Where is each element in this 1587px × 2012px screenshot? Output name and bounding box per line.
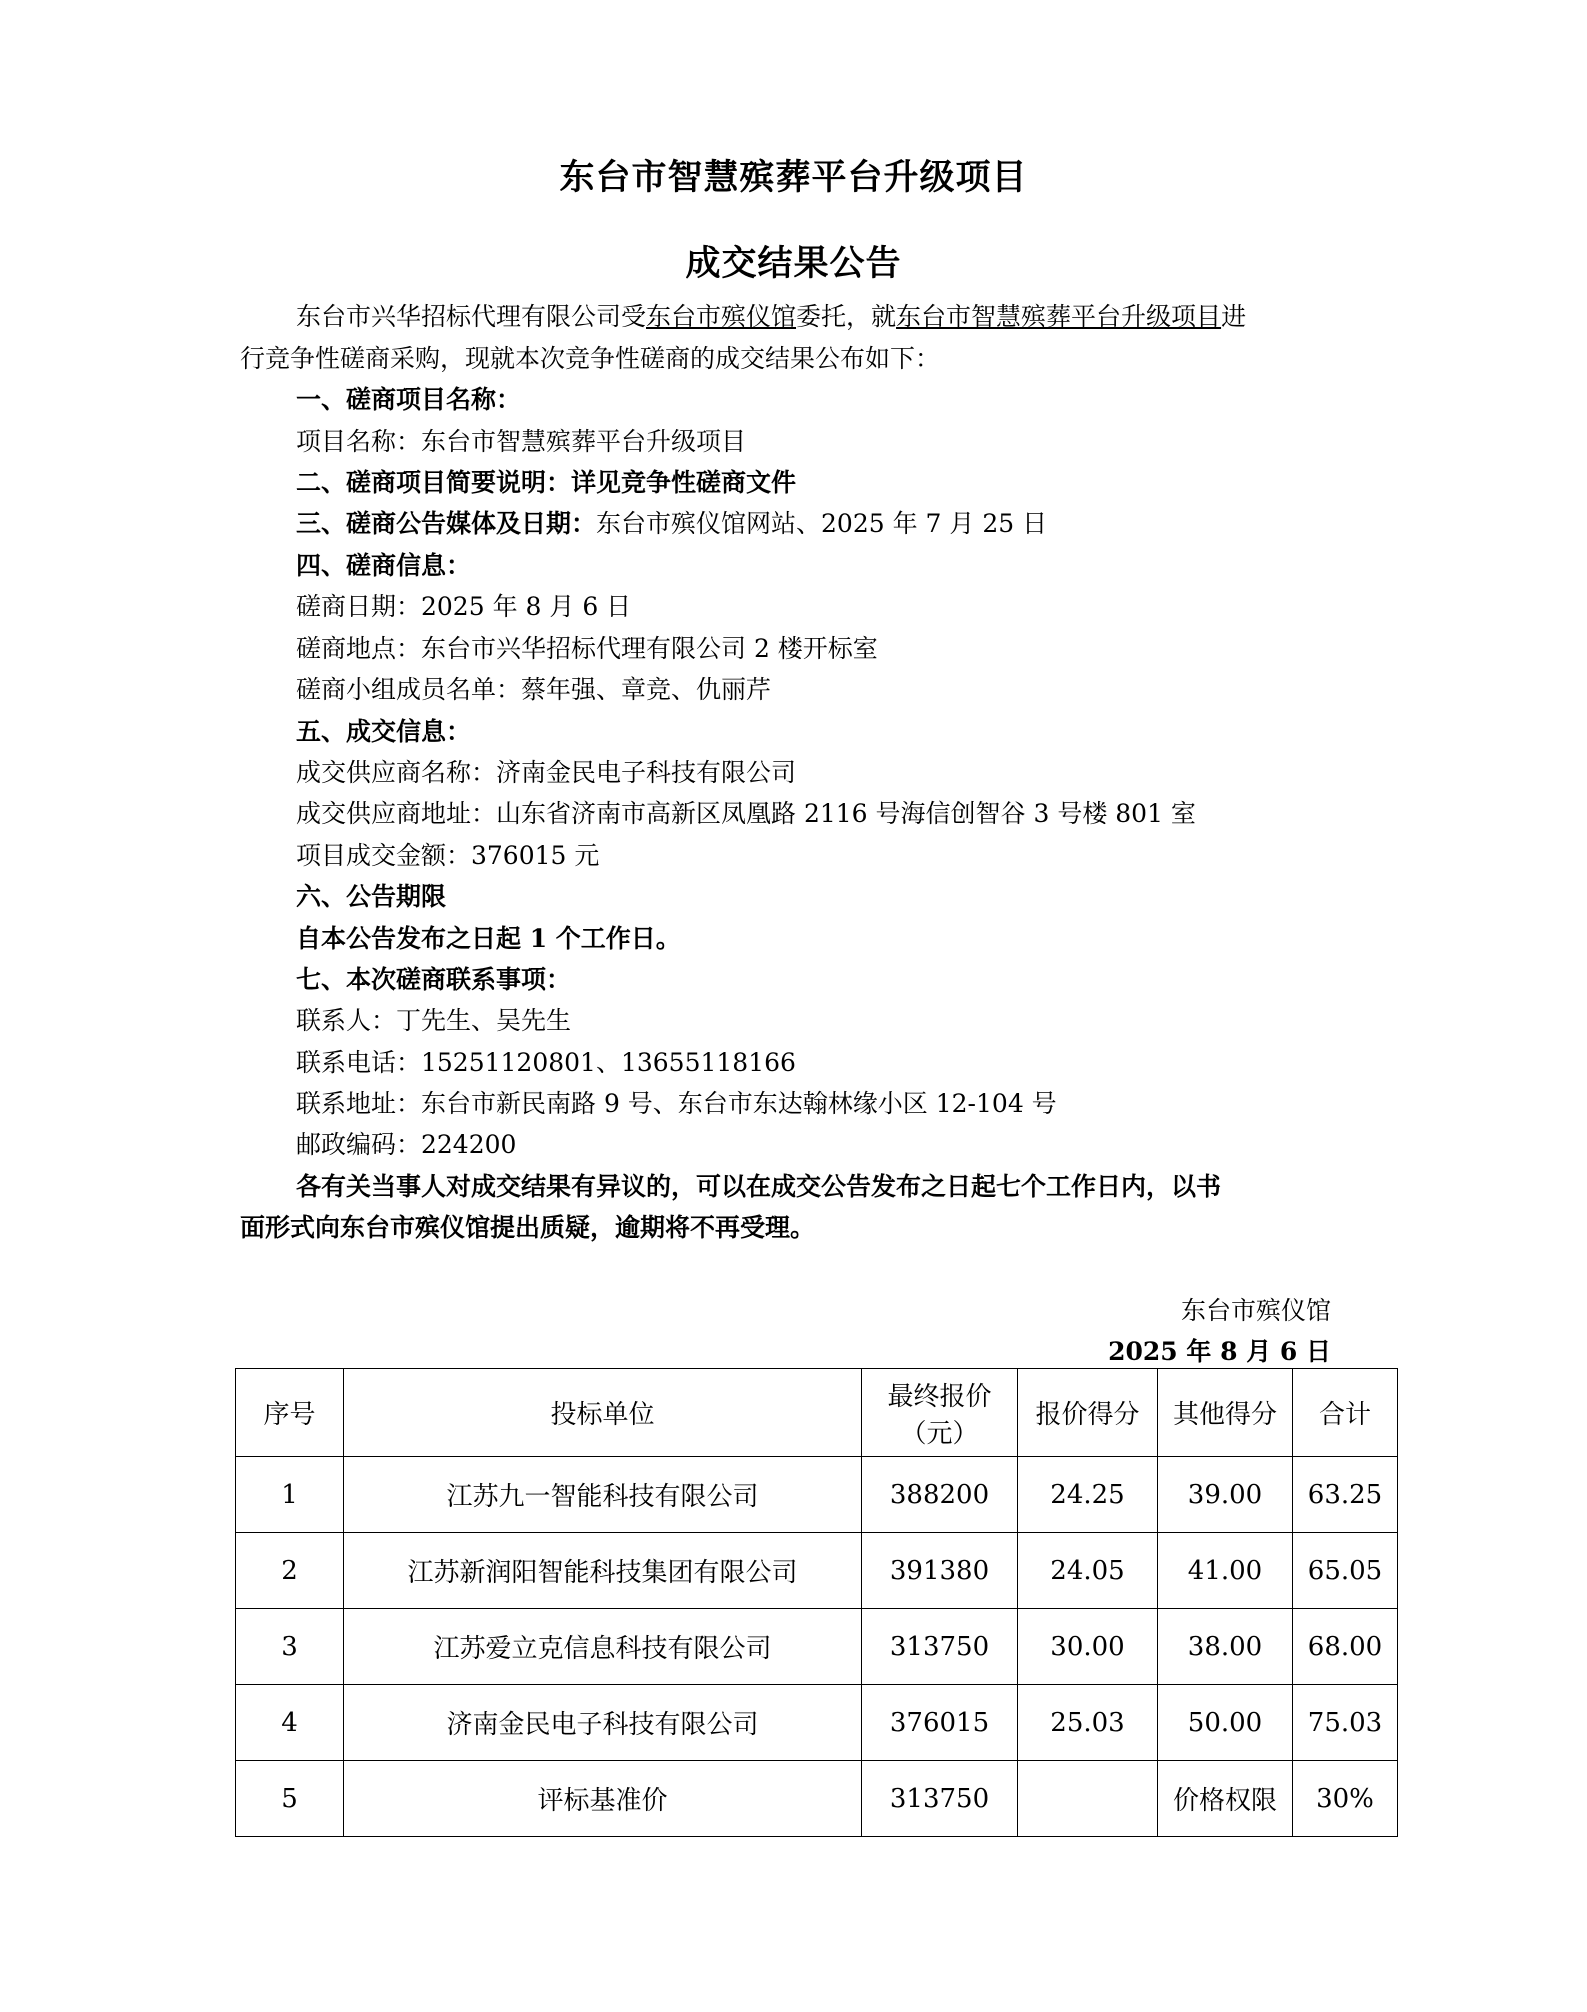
table-row	[236, 1761, 1398, 1837]
header-no: 序号	[236, 1369, 344, 1457]
cell-bidder: 评标基准价	[344, 1761, 862, 1837]
signature-date: 2025 年 8 月 6 日	[1108, 1337, 1331, 1366]
section-4-place: 磋商地点：东台市兴华招标代理有限公司 2 楼开标室	[296, 634, 878, 663]
cell-total: 68.00	[1293, 1609, 1398, 1685]
section-3-heading: 三、磋商公告媒体及日期：	[296, 509, 597, 538]
section-5-amount: 项目成交金额：376015 元	[296, 841, 600, 870]
table-row	[236, 1457, 1398, 1533]
section-6-value: 自本公告发布之日起 1 个工作日。	[296, 924, 681, 953]
closing-line-1: 各有关当事人对成交结果有异议的，可以在成交公告发布之日起七个工作日内，以书	[296, 1172, 1222, 1201]
cell-price: 388200	[862, 1457, 1018, 1533]
intro-text-3: 进	[1221, 302, 1247, 331]
section-4-members: 磋商小组成员名单：蔡年强、章竞、仇丽芹	[296, 675, 772, 704]
header-total: 合计	[1293, 1369, 1398, 1457]
section-1-value: 项目名称：东台市智慧殡葬平台升级项目	[296, 427, 747, 456]
cell-price-score: 30.00	[1018, 1609, 1158, 1685]
signature-org: 东台市殡仪馆	[1180, 1296, 1331, 1325]
section-7-phone: 联系电话：15251120801、13655118166	[296, 1048, 796, 1077]
cell-price: 313750	[862, 1609, 1018, 1685]
cell-price-score	[1018, 1761, 1158, 1837]
header-price-score: 报价得分	[1018, 1369, 1158, 1457]
cell-price-score: 24.05	[1018, 1533, 1158, 1609]
section-7-contact: 联系人：丁先生、吴先生	[296, 1006, 572, 1035]
cell-no: 1	[236, 1457, 344, 1533]
header-price-line-1: 最终报价	[887, 1381, 992, 1412]
result-table	[235, 1368, 1398, 1837]
cell-other-score: 50.00	[1158, 1685, 1293, 1761]
cell-bidder: 济南金民电子科技有限公司	[344, 1685, 862, 1761]
cell-total: 75.03	[1293, 1685, 1398, 1761]
cell-other-score: 39.00	[1158, 1457, 1293, 1533]
intro-text-2: 委托，就	[796, 302, 897, 331]
intro-client: 东台市殡仪馆	[646, 302, 797, 331]
table-row	[236, 1685, 1398, 1761]
cell-total: 63.25	[1293, 1457, 1398, 1533]
section-3	[0, 503, 1587, 544]
section-7-heading: 七、本次磋商联系事项：	[296, 965, 572, 994]
document-subtitle: 成交结果公告	[685, 244, 902, 284]
cell-other-score: 41.00	[1158, 1533, 1293, 1609]
cell-no: 2	[236, 1533, 344, 1609]
table-row	[236, 1533, 1398, 1609]
section-6-heading: 六、公告期限	[296, 882, 447, 911]
intro-project: 东台市智慧殡葬平台升级项目	[896, 302, 1222, 331]
header-price-line-2: （元）	[900, 1418, 979, 1449]
cell-no: 3	[236, 1609, 344, 1685]
cell-no: 4	[236, 1685, 344, 1761]
section-4-date: 磋商日期：2025 年 8 月 6 日	[296, 592, 632, 621]
intro-text-1: 东台市兴华招标代理有限公司受	[296, 302, 647, 331]
section-3-value: 东台市殡仪馆网站、2025 年 7 月 25 日	[596, 509, 1048, 538]
cell-other-score: 价格权限	[1158, 1761, 1293, 1837]
cell-total: 30%	[1293, 1761, 1398, 1837]
cell-price: 313750	[862, 1761, 1018, 1837]
section-5-address: 成交供应商地址：山东省济南市高新区凤凰路 2116 号海信创智谷 3 号楼 801 室	[296, 799, 1196, 828]
document-title: 东台市智慧殡葬平台升级项目	[559, 158, 1028, 198]
cell-price-score: 25.03	[1018, 1685, 1158, 1761]
cell-price: 376015	[862, 1685, 1018, 1761]
intro-line-1	[0, 296, 1587, 337]
table-header-row	[236, 1369, 1398, 1457]
cell-other-score: 38.00	[1158, 1609, 1293, 1685]
cell-bidder: 江苏爱立克信息科技有限公司	[344, 1609, 862, 1685]
header-price	[862, 1369, 1018, 1457]
section-5-heading: 五、成交信息：	[296, 717, 472, 746]
section-4-heading: 四、磋商信息：	[296, 551, 472, 580]
header-bidder: 投标单位	[344, 1369, 862, 1457]
cell-bidder: 江苏九一智能科技有限公司	[344, 1457, 862, 1533]
intro-line-2: 行竞争性磋商采购，现就本次竞争性磋商的成交结果公布如下：	[240, 344, 941, 373]
section-7-address: 联系地址：东台市新民南路 9 号、东台市东达翰林缘小区 12-104 号	[296, 1089, 1057, 1118]
section-7-postcode: 邮政编码：224200	[296, 1130, 517, 1159]
table-row	[236, 1609, 1398, 1685]
cell-price-score: 24.25	[1018, 1457, 1158, 1533]
cell-total: 65.05	[1293, 1533, 1398, 1609]
closing-line-2: 面形式向东台市殡仪馆提出质疑，逾期将不再受理。	[240, 1213, 816, 1242]
cell-price: 391380	[862, 1533, 1018, 1609]
section-1-heading: 一、磋商项目名称：	[296, 385, 522, 414]
cell-bidder: 江苏新润阳智能科技集团有限公司	[344, 1533, 862, 1609]
cell-no: 5	[236, 1761, 344, 1837]
section-5-supplier: 成交供应商名称：济南金民电子科技有限公司	[296, 758, 797, 787]
section-2-heading: 二、磋商项目简要说明：详见竞争性磋商文件	[296, 468, 797, 497]
header-other-score: 其他得分	[1158, 1369, 1293, 1457]
